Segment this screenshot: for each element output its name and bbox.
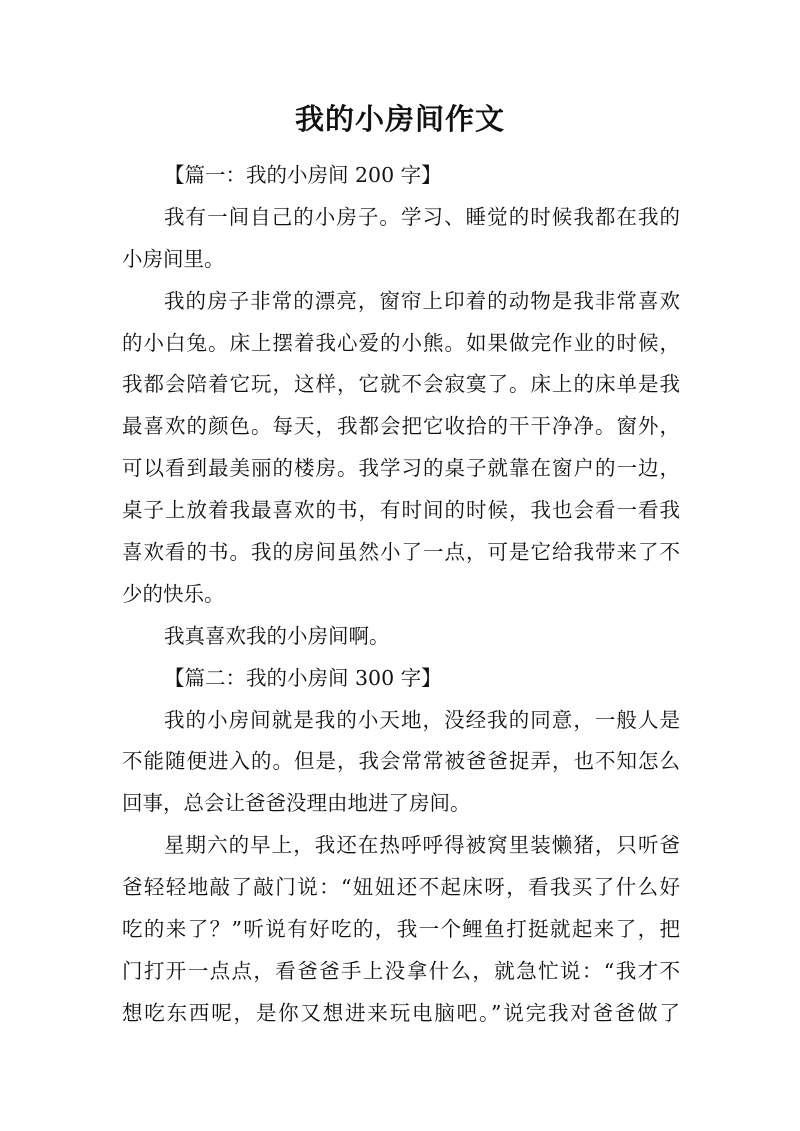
text-line: 吃的来了？”听说有好吃的，我一个鲤鱼打挺就起来了，把 bbox=[122, 917, 680, 942]
text-line: 我有一间自己的小房子。学习、睡觉的时候我都在我的 bbox=[164, 204, 680, 229]
page-title: 我的小房间作文 bbox=[294, 102, 505, 136]
text-line: 最喜欢的颜色。每天，我都会把它收拾的干干净净。窗外， bbox=[122, 414, 680, 439]
text-line: 我的房子非常的漂亮，窗帘上印着的动物是我非常喜欢 bbox=[164, 288, 680, 313]
text-line: 想吃东西呢，是你又想进来玩电脑吧。”说完我对爸爸做了 bbox=[122, 1000, 680, 1025]
text-line: 我都会陪着它玩，这样，它就不会寂寞了。床上的床单是我 bbox=[122, 372, 680, 397]
text-line: 门打开一点点，看爸爸手上没拿什么，就急忙说：“我才不 bbox=[122, 958, 680, 983]
essay-body bbox=[122, 155, 680, 1035]
text-line: 喜欢看的书。我的房间虽然小了一点，可是它给我带来了不 bbox=[122, 540, 680, 565]
text-line: 不能随便进入的。但是，我会常常被爸爸捉弄，也不知怎么 bbox=[122, 749, 680, 774]
text-line: 小房间里。 bbox=[122, 246, 225, 271]
text-line: 桌子上放着我最喜欢的书，有时间的时候，我也会看一看我 bbox=[122, 498, 680, 523]
text-line: 可以看到最美丽的楼房。我学习的桌子就靠在窗户的一边， bbox=[122, 456, 680, 481]
text-line: 我的小房间就是我的小天地，没经我的同意，一般人是 bbox=[164, 707, 680, 732]
text-line: 回事，总会让爸爸没理由地进了房间。 bbox=[122, 791, 471, 816]
text-line: 星期六的早上，我还在热呼呼得被窝里装懒猪，只听爸 bbox=[164, 833, 680, 858]
text-line: 【篇二：我的小房间 300 字】 bbox=[164, 665, 442, 690]
text-line: 少的快乐。 bbox=[122, 581, 225, 606]
text-line: 【篇一：我的小房间 200 字】 bbox=[164, 163, 442, 187]
text-line: 我真喜欢我的小房间啊。 bbox=[164, 623, 390, 648]
text-line: 的小白兔。床上摆着我心爱的小熊。如果做完作业的时候， bbox=[122, 330, 680, 355]
text-line: 爸轻轻地敲了敲门说：“妞妞还不起床呀，看我买了什么好 bbox=[122, 875, 680, 900]
